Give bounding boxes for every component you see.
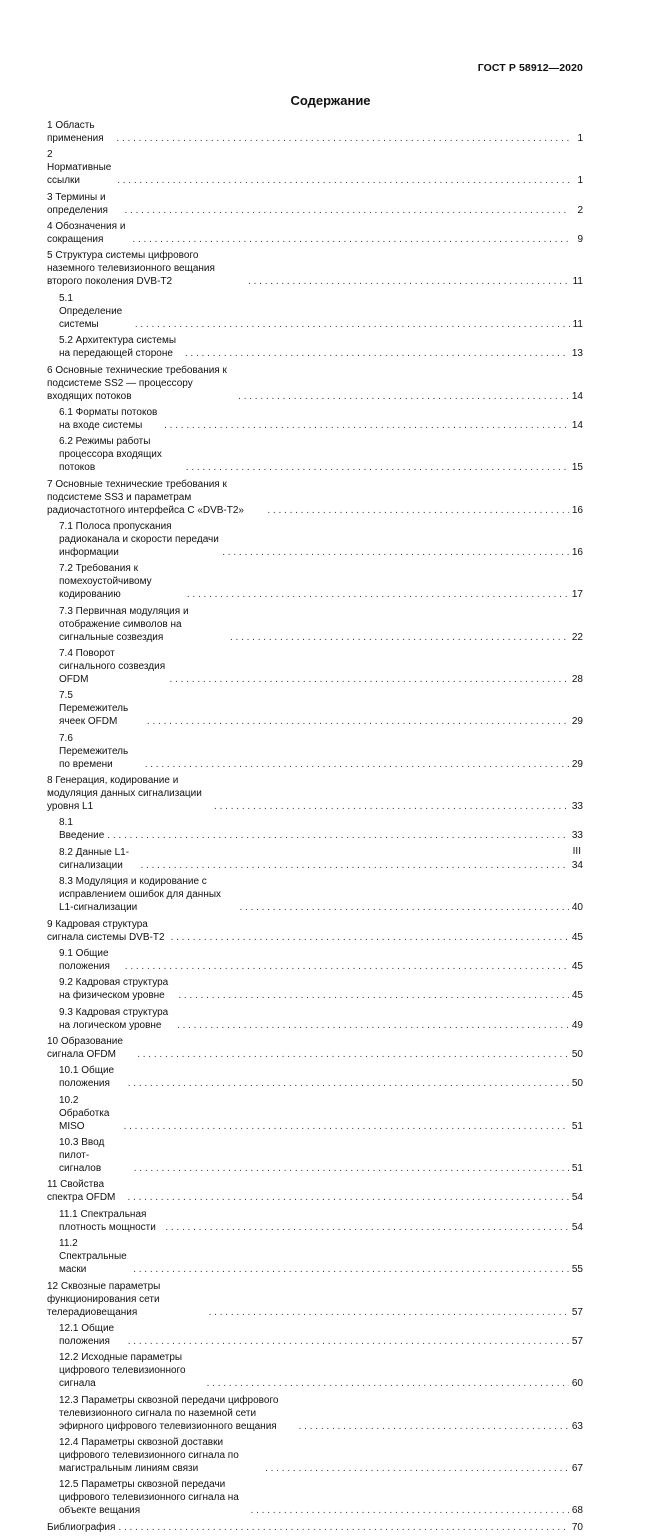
toc-entry-page: 14 xyxy=(571,390,583,402)
toc-entry-title: 11.1 Спектральная плотность мощности xyxy=(59,1208,156,1233)
page-number: III xyxy=(572,846,581,857)
toc-dot-leader xyxy=(135,318,570,331)
toc-entry[interactable] xyxy=(47,816,583,842)
toc-entry[interactable] xyxy=(47,119,583,145)
toc-dot-leader xyxy=(107,829,569,842)
toc-dot-leader xyxy=(299,1420,569,1433)
toc-entry-page: 54 xyxy=(571,1221,583,1233)
toc-entry-title: 10.3 Ввод пилот-сигналов xyxy=(59,1137,105,1175)
toc-entry[interactable] xyxy=(47,1035,583,1061)
toc-entry-page: 68 xyxy=(571,1505,583,1517)
toc-dot-leader xyxy=(171,931,569,944)
toc-entry[interactable] xyxy=(47,1136,583,1175)
toc-dot-leader xyxy=(222,546,569,559)
toc-entry[interactable] xyxy=(47,220,583,246)
toc-entry[interactable] xyxy=(47,364,583,403)
toc-entry[interactable] xyxy=(47,520,583,559)
toc-dot-leader xyxy=(145,758,569,771)
toc-entry-page: 33 xyxy=(571,830,583,842)
toc-entry-title: 7.5 Перемежитель ячеек OFDM xyxy=(59,690,129,728)
toc-entry[interactable] xyxy=(47,1178,583,1204)
toc-entry[interactable] xyxy=(47,732,583,771)
toc-entry-page: 16 xyxy=(571,504,583,516)
toc-entry[interactable] xyxy=(47,1280,583,1319)
toc-entry-page: 55 xyxy=(571,1264,583,1276)
toc-entry-title: 12.3 Параметры сквозной передачи цифрового телевизионного сигнала по наземной сети эфирного цифрового телевизионного вещания xyxy=(59,1394,279,1432)
toc-entry[interactable] xyxy=(47,478,583,517)
toc-entry-title: 5.1 Определение системы xyxy=(59,292,123,330)
toc-entry-page: 1 xyxy=(577,133,583,144)
toc-dot-leader xyxy=(239,901,568,914)
toc-dot-leader xyxy=(125,960,569,973)
toc-dot-leader xyxy=(251,1504,569,1517)
toc-dot-leader xyxy=(187,588,569,601)
toc-entry[interactable] xyxy=(47,918,583,944)
toc-entry-page: 33 xyxy=(571,801,583,813)
toc-dot-leader xyxy=(170,673,569,686)
toc-entry-page: 57 xyxy=(571,1306,583,1318)
toc-entry-title: 11.2 Спектральные маски xyxy=(59,1238,127,1276)
toc-entry-title: 7.6 Перемежитель по времени xyxy=(59,732,129,770)
toc-entry-title: 12.4 Параметры сквозной доставки цифрового телевизионного сигнала по магистральным линиям связи xyxy=(59,1436,239,1474)
toc-entry-page: 11 xyxy=(572,276,583,288)
toc-entry-page: 29 xyxy=(571,716,583,728)
toc-entry-title: 1 Область применения xyxy=(47,120,104,144)
toc-entry-page: 70 xyxy=(571,1521,583,1533)
toc-entry[interactable] xyxy=(47,1094,583,1133)
toc-dot-leader xyxy=(185,347,569,360)
toc-entry[interactable] xyxy=(47,605,583,644)
toc-dot-leader xyxy=(147,715,569,728)
toc-entry-title: 7 Основные технические требования к подсистеме SS3 и параметрам радиочастотного интерфейса С «DVB-T2» xyxy=(47,478,244,516)
toc-dot-leader xyxy=(214,800,569,813)
toc-dot-leader xyxy=(118,1521,568,1534)
toc-entry-page: 50 xyxy=(571,1048,583,1060)
toc-entry[interactable] xyxy=(47,1006,583,1032)
toc-entry[interactable] xyxy=(47,148,583,187)
toc-dot-leader xyxy=(128,1335,569,1348)
toc-entry-title: 2 Нормативные ссылки xyxy=(47,149,112,187)
toc-entry[interactable] xyxy=(47,1322,583,1348)
toc-entry-title: 9.1 Общие положения xyxy=(59,947,110,972)
toc-entry-title: 6.2 Режимы работы процессора входящих потоков xyxy=(59,436,162,474)
toc-entry[interactable] xyxy=(47,774,583,813)
toc-entry-title: 8.1 Введение xyxy=(59,817,105,842)
toc-entry-title: 12 Сквозные параметры функционирования сети телерадиовещания xyxy=(47,1280,161,1318)
toc-dot-leader xyxy=(165,1221,569,1234)
toc-entry-title: 6 Основные технические требования к подсистеме SS2 — процессору входящих потоков xyxy=(47,364,227,402)
toc-entry-page: 22 xyxy=(571,631,583,643)
toc-dot-leader xyxy=(125,204,571,217)
toc-dot-leader xyxy=(164,419,569,432)
toc-entry-page: 63 xyxy=(571,1420,583,1432)
toc-dot-leader xyxy=(116,132,570,145)
toc-entry-page: 60 xyxy=(571,1378,583,1390)
toc-entry[interactable] xyxy=(47,406,583,432)
toc-entry-title: 12.5 Параметры сквозной передачи цифрового телевизионного сигнала на объекте вещания xyxy=(59,1479,239,1517)
toc-entry[interactable] xyxy=(47,191,583,217)
toc-dot-leader xyxy=(117,174,570,187)
toc-entry-page: 1 xyxy=(577,175,583,187)
toc-dot-leader xyxy=(133,1263,569,1276)
toc-entry[interactable] xyxy=(47,562,583,601)
toc-dot-leader xyxy=(267,504,569,517)
toc-dot-leader xyxy=(137,1048,569,1061)
toc-title: Содержание xyxy=(290,93,371,108)
toc-entry-title: 9.2 Кадровая структура на физическом уровне xyxy=(59,977,169,1002)
toc-dot-leader xyxy=(265,1462,569,1475)
toc-entry[interactable] xyxy=(47,875,583,914)
toc-entry-title: 3 Термины и определения xyxy=(47,191,108,216)
toc-entry-page: 17 xyxy=(571,589,583,601)
toc-entry-page: 14 xyxy=(571,419,583,431)
toc-entry-title: 10.1 Общие положения xyxy=(59,1065,115,1090)
toc-entry[interactable] xyxy=(47,1478,583,1517)
toc-entry-title: 7.1 Полоса пропускания радиоканала и скорости передачи информации xyxy=(59,520,219,558)
toc-entry-page: 40 xyxy=(571,902,583,914)
toc-entry-page: 45 xyxy=(571,960,583,972)
toc-dot-leader xyxy=(230,631,569,644)
toc-entry[interactable] xyxy=(47,947,583,973)
toc-entry[interactable] xyxy=(47,334,583,360)
toc-entry-title: 8.2 Данные L1-сигнализации xyxy=(59,846,130,871)
toc-entry[interactable] xyxy=(47,1394,583,1433)
toc-entry-page: 9 xyxy=(577,234,583,246)
toc-entry-title: 10 Образование сигнала OFDM xyxy=(47,1035,123,1060)
table-of-contents xyxy=(47,119,583,1537)
toc-dot-leader xyxy=(186,461,569,474)
toc-entry-page: 51 xyxy=(571,1163,583,1175)
toc-entry-title: 7.3 Первичная модуляция и отображение символов на сигнальные созвездия xyxy=(59,605,189,643)
toc-entry-page: 49 xyxy=(571,1019,583,1031)
toc-entry-page: 50 xyxy=(571,1078,583,1090)
toc-dot-leader xyxy=(127,1191,568,1204)
toc-dot-leader xyxy=(238,390,569,403)
toc-entry-page: 13 xyxy=(571,348,583,360)
toc-entry[interactable] xyxy=(47,1436,583,1475)
toc-entry-title: 7.4 Поворот сигнального созвездия OFDM xyxy=(59,648,166,686)
toc-entry-title: 12.2 Исходные параметры цифрового телевизионного сигнала xyxy=(59,1352,186,1390)
toc-entry[interactable] xyxy=(47,1237,583,1276)
toc-entry-title: 8 Генерация, кодирование и модуляция данных сигнализации уровня L1 xyxy=(47,775,202,813)
toc-entry-title: Библиография xyxy=(47,1521,116,1533)
toc-dot-leader xyxy=(209,1306,569,1319)
toc-entry-title: 12.1 Общие положения xyxy=(59,1322,115,1347)
toc-entry-title: 11 Свойства спектра OFDM xyxy=(47,1179,116,1204)
toc-dot-leader xyxy=(134,1162,569,1175)
toc-entry-page: 28 xyxy=(571,674,583,686)
toc-entry-page: 57 xyxy=(571,1335,583,1347)
toc-entry[interactable] xyxy=(47,1351,583,1390)
toc-entry[interactable] xyxy=(47,435,583,474)
toc-entry-page: 29 xyxy=(571,758,583,770)
toc-dot-leader xyxy=(207,1377,569,1390)
toc-entry[interactable] xyxy=(47,249,583,288)
toc-entry-title: 9.3 Кадровая структура на логическом уровне xyxy=(59,1006,169,1031)
toc-entry-page: 54 xyxy=(571,1192,583,1204)
toc-entry[interactable] xyxy=(47,647,583,686)
toc-dot-leader xyxy=(128,1077,569,1090)
toc-entry-page: 2 xyxy=(577,204,583,216)
toc-entry-title: 7.2 Требования к помехоустойчивому кодированию xyxy=(59,563,152,601)
toc-entry[interactable] xyxy=(47,846,583,872)
toc-entry-page: 11 xyxy=(572,318,583,330)
toc-entry[interactable] xyxy=(47,1064,583,1090)
toc-entry-page: 16 xyxy=(571,546,583,558)
toc-entry-page: 45 xyxy=(571,931,583,943)
toc-dot-leader xyxy=(124,1120,569,1133)
toc-entry-page: 45 xyxy=(571,990,583,1002)
toc-entry-title: 9 Кадровая структура сигнала системы DVB-T2 xyxy=(47,918,165,943)
toc-entry-page: 67 xyxy=(571,1462,583,1474)
toc-dot-leader xyxy=(177,1019,569,1032)
toc-dot-leader xyxy=(248,275,570,288)
toc-entry-title: 4 Обозначения и сокращения xyxy=(47,221,126,246)
toc-dot-leader xyxy=(132,233,570,246)
toc-dot-leader xyxy=(178,989,569,1002)
toc-entry[interactable] xyxy=(47,976,583,1002)
toc-entry[interactable] xyxy=(47,689,583,728)
toc-entry-title: 8.3 Модуляция и кодирование с исправлением ошибок для данных L1-сигнализации xyxy=(59,876,222,914)
toc-entry[interactable] xyxy=(47,1208,583,1234)
toc-entry-page: 51 xyxy=(571,1120,583,1132)
toc-entry[interactable] xyxy=(47,1521,583,1534)
toc-entry-title: 10.2 Обработка MISO xyxy=(59,1094,110,1132)
document-id-header: ГОСТ Р 58912—2020 xyxy=(477,62,583,74)
toc-entry-page: 34 xyxy=(571,859,583,871)
toc-entry-title: 5 Структура системы цифрового наземного телевизионного вещания второго поколения DVB-T2 xyxy=(47,250,215,288)
toc-entry[interactable] xyxy=(47,292,583,331)
toc-entry-title: 5.2 Архитектура системы на передающей стороне xyxy=(59,335,177,360)
toc-entry-title: 6.1 Форматы потоков на входе системы xyxy=(59,406,158,431)
toc-entry-page: 15 xyxy=(571,462,583,474)
toc-dot-leader xyxy=(140,859,568,872)
